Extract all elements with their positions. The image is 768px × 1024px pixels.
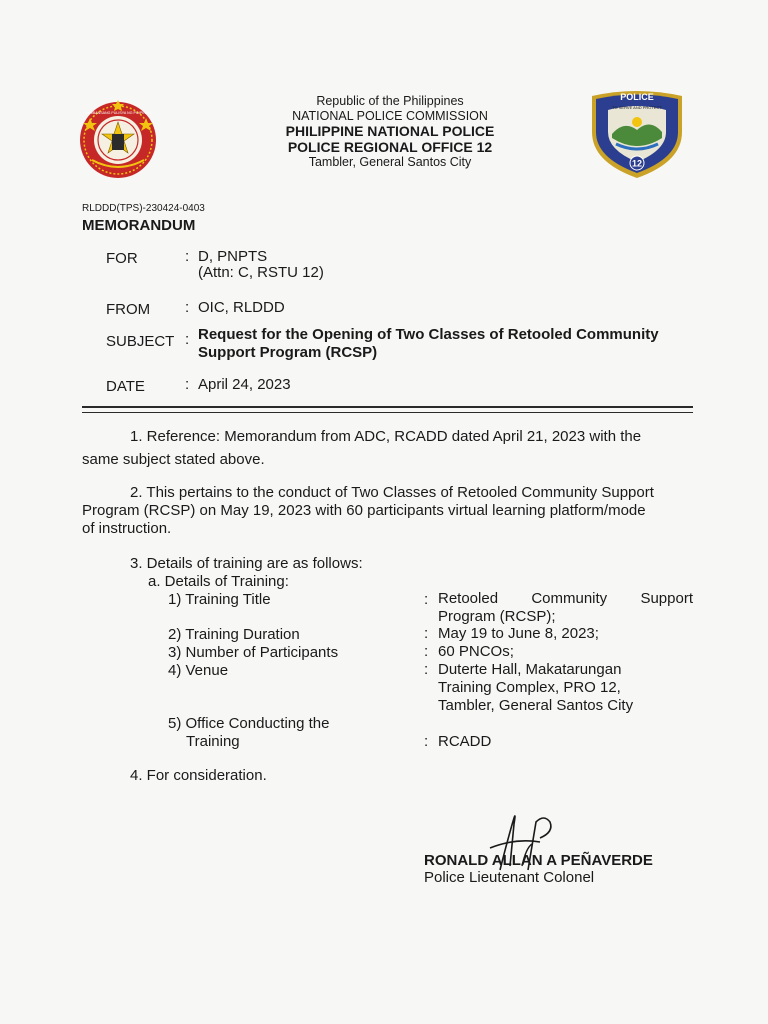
detail-4-value-line-2: Training Complex, PRO 12, (438, 679, 621, 696)
for-attn: (Attn: C, RSTU 12) (198, 264, 324, 281)
pro12-badge-motto: TO SERVE AND PROTECT (612, 105, 662, 110)
date-colon: : (185, 376, 190, 393)
letterhead-line-1: Republic of the Philippines (316, 94, 464, 108)
for-value: D, PNPTS (198, 248, 268, 265)
for-colon: : (185, 248, 190, 265)
detail-5-label-line-1: 5) Office Conducting the (168, 715, 330, 732)
detail-4-colon: : (424, 661, 429, 678)
date-label: DATE (106, 378, 145, 395)
for-label: FOR (106, 250, 138, 267)
para-3-sub: a. Details of Training: (148, 573, 289, 590)
detail-1-value-line-1: Retooled Community Support (438, 590, 693, 607)
detail-3-colon: : (424, 643, 429, 660)
detail-2-value: May 19 to June 8, 2023; (438, 625, 599, 642)
signatory-name: RONALD ALLAN A PEÑAVERDE (424, 852, 653, 869)
from-colon: : (185, 299, 190, 316)
header-rule-thick (82, 406, 693, 408)
detail-4-value-line-3: Tambler, General Santos City (438, 697, 634, 714)
subject-line-1: Request for the Opening of Two Classes of Retooled Community (198, 326, 659, 343)
pro12-badge-number: 12 (631, 158, 643, 169)
subject-label: SUBJECT (106, 333, 175, 350)
memo-type: MEMORANDUM (82, 217, 196, 234)
memo-ref-code: RLDDD(TPS)-230424-0403 (82, 203, 205, 214)
detail-5-colon: : (424, 733, 429, 750)
subject-colon: : (185, 331, 190, 348)
letterhead-line-3: PHILIPPINE NATIONAL POLICE (285, 123, 495, 139)
para-1-line-2: same subject stated above. (82, 451, 265, 468)
detail-2-colon: : (424, 625, 429, 642)
para-2-line-3: of instruction. (82, 520, 172, 537)
detail-3-value: 60 PNCOs; (438, 643, 514, 660)
para-2-line-1: 2. This pertains to the conduct of Two Classes of Retooled Community Support (130, 484, 654, 501)
detail-1-value-line-2: Program (RCSP); (438, 608, 556, 625)
para-2-line-2: Program (RCSP) on May 19, 2023 with 60 participants virtual learning platform/mode (82, 502, 646, 519)
from-label: FROM (106, 301, 151, 318)
detail-1-label: 1) Training Title (168, 591, 271, 608)
detail-5-value: RCADD (438, 733, 492, 750)
pro12-badge-logo (586, 88, 688, 180)
letterhead-line-5: Tambler, General Santos City (308, 155, 472, 169)
detail-2-label: 2) Training Duration (168, 626, 300, 643)
para-4: 4. For consideration. (130, 767, 267, 784)
detail-4-label: 4) Venue (168, 662, 229, 679)
detail-5-label-line-2: Training (186, 733, 240, 750)
pnp-seal-text: PAMBANSANG PULISYA NG PILIPINAS (85, 111, 151, 115)
pro12-badge-police: POLICE (620, 92, 654, 102)
detail-1-colon: : (424, 591, 429, 608)
para-1-line-1: 1. Reference: Memorandum from ADC, RCADD dated April 21, 2023 with the (130, 428, 642, 445)
subject-line-2: Support Program (RCSP) (198, 344, 378, 361)
date-value: April 24, 2023 (198, 376, 291, 393)
header-rule-thin (82, 412, 693, 413)
signatory-rank: Police Lieutenant Colonel (424, 869, 595, 886)
letterhead-line-4: POLICE REGIONAL OFFICE 12 (287, 139, 493, 155)
para-3-line-1: 3. Details of training are as follows: (130, 555, 363, 572)
detail-4-value-line-1: Duterte Hall, Makatarungan (438, 661, 622, 678)
letterhead-line-2: NATIONAL POLICE COMMISSION (292, 109, 488, 123)
pnp-seal-logo (78, 98, 158, 182)
detail-3-label: 3) Number of Participants (168, 644, 339, 661)
from-value: OIC, RLDDD (198, 299, 285, 316)
